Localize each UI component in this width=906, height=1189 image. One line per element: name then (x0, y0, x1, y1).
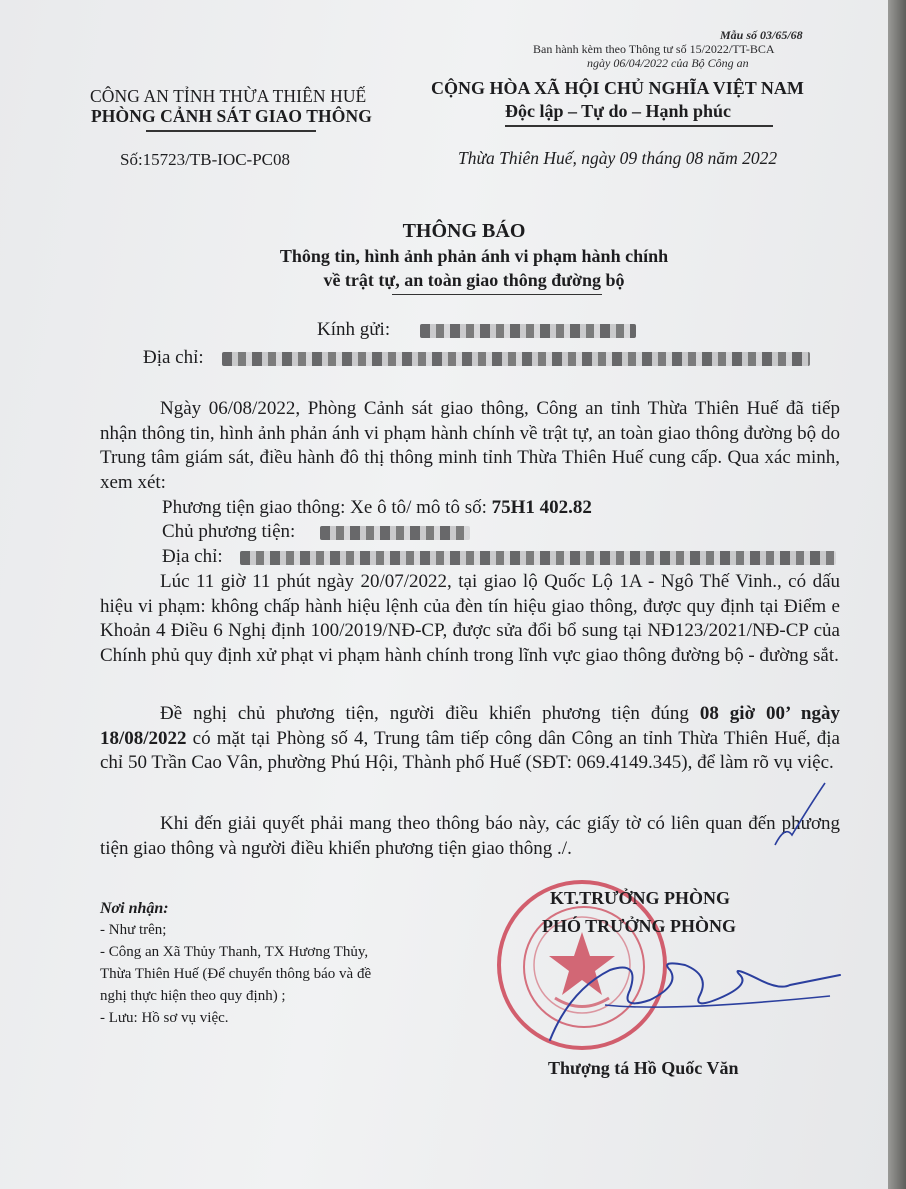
summons-time: 08 giờ 00’ ngày 18/08/2022 (100, 703, 840, 749)
vehicle-line (162, 496, 592, 521)
recipient-item: - Như trên; (100, 922, 167, 938)
paragraph-receipt-text: Ngày 06/08/2022, Phòng Cảnh sát giao thông, Công an tỉnh Thừa Thiên Huế đã tiếp nhận thông tin, hình ảnh phản ánh vi phạm hành chính về trật tự, an toàn giao thông đường bộ do Trung tâm giám sát, điều hành đô thị thông minh tỉnh Thừa Thiên Huế cung cấp. Qua xác minh, xem xét: (100, 398, 840, 493)
page-edge-shadow (888, 0, 906, 1189)
recipient-item: - Công an Xã Thủy Thanh, TX Hương Thủy, (100, 944, 369, 960)
recipient-item: nghị thực hiện theo quy định) ; (100, 988, 286, 1004)
recipients-label: Nơi nhận: (100, 900, 169, 917)
recipient-item: Thừa Thiên Huế (Để chuyển thông báo và đề (100, 966, 372, 982)
agency-parent: CÔNG AN TỈNH THỪA THIÊN HUẾ (90, 86, 367, 106)
address-redacted (222, 352, 810, 366)
vehicle-plate: 75H1 402.82 (491, 497, 592, 518)
addressee-label: Kính gửi: (317, 319, 391, 340)
doc-title: THÔNG BÁO (402, 220, 526, 242)
motto-underline (505, 125, 773, 127)
paragraph-bring-documents (100, 812, 840, 861)
doc-subtitle-line1: Thông tin, hình ảnh phản ánh vi phạm hành chính (279, 246, 669, 266)
signer-name: Thượng tá Hồ Quốc Văn (548, 1058, 739, 1078)
owner-label: Chủ phương tiện: (162, 521, 296, 542)
sign-position: PHÓ TRƯỞNG PHÒNG (542, 916, 737, 936)
doc-subtitle-line2: về trật tự, an toàn giao thông đường bộ (323, 270, 625, 290)
recipient-item: - Lưu: Hồ sơ vụ việc. (100, 1010, 229, 1026)
summons-text-b: có mặt tại Phòng số 4, Trung tâm tiếp công dân Công an tỉnh Thừa Thiên Huế, địa chỉ 50 Trần Cao Vân, phường Phú Hội, Thành phố Huế (SĐT: 069.4149.345), để làm rõ vụ việc. (100, 727, 840, 773)
form-code: Mẫu số 03/65/68 (720, 28, 803, 42)
document-number: Số:15723/TB-IOC-PC08 (120, 150, 291, 169)
nation-name: CỘNG HÒA XÃ HỘI CHỦ NGHĨA VIỆT NAM (431, 78, 804, 98)
paragraph-receipt (100, 397, 840, 495)
department-underline (146, 130, 316, 132)
title-underline (392, 294, 602, 295)
paragraph-violation-text: Lúc 11 giờ 11 phút ngày 20/07/2022, tại giao lộ Quốc Lộ 1A - Ngô Thế Vinh., có dấu hiệu vi phạm: không chấp hành hiệu lệnh của đèn tín hiệu giao thông, được quy định tại Điểm e Khoản 4 Điều 6 Nghị định 100/2019/NĐ-CP, được sửa đổi bổ sung tại NĐ123/2021/NĐ-CP của Chính phủ quy định xử phạt vi phạm hành chính trong lĩnh vực giao thông đường bộ - đường sắt. (100, 571, 840, 666)
agency-department: PHÒNG CẢNH SÁT GIAO THÔNG (91, 106, 372, 126)
address-label: Địa chỉ: (143, 347, 204, 368)
vehicle-label: Phương tiện giao thông: Xe ô tô/ mô tô số: (162, 497, 492, 518)
summons-text-a: Đề nghị chủ phương tiện, người điều khiển phương tiện đúng (160, 703, 700, 724)
form-issued-with: Ban hành kèm theo Thông tư số 15/2022/TT-BCA (533, 42, 775, 56)
addressee-redacted (420, 324, 636, 338)
paragraph-violation (100, 570, 840, 668)
owner-address-label: Địa chỉ: (162, 546, 223, 567)
place-date: Thừa Thiên Huế, ngày 09 tháng 08 năm 2022 (458, 148, 778, 168)
pen-tick-icon (770, 775, 830, 855)
paragraph-summons (100, 702, 840, 776)
bring-documents-text: Khi đến giải quyết phải mang theo thông báo này, các giấy tờ có liên quan đến phương tiện giao thông và người điều khiển phương tiện giao thông ./. (100, 813, 840, 859)
handwritten-signature-icon (510, 930, 870, 1060)
nation-motto: Độc lập – Tự do – Hạnh phúc (505, 101, 732, 121)
sign-on-behalf: KT.TRƯỞNG PHÒNG (550, 888, 730, 908)
form-issued-date: ngày 06/04/2022 của Bộ Công an (587, 56, 749, 70)
owner-address-redacted (240, 551, 836, 565)
owner-redacted (320, 526, 470, 540)
